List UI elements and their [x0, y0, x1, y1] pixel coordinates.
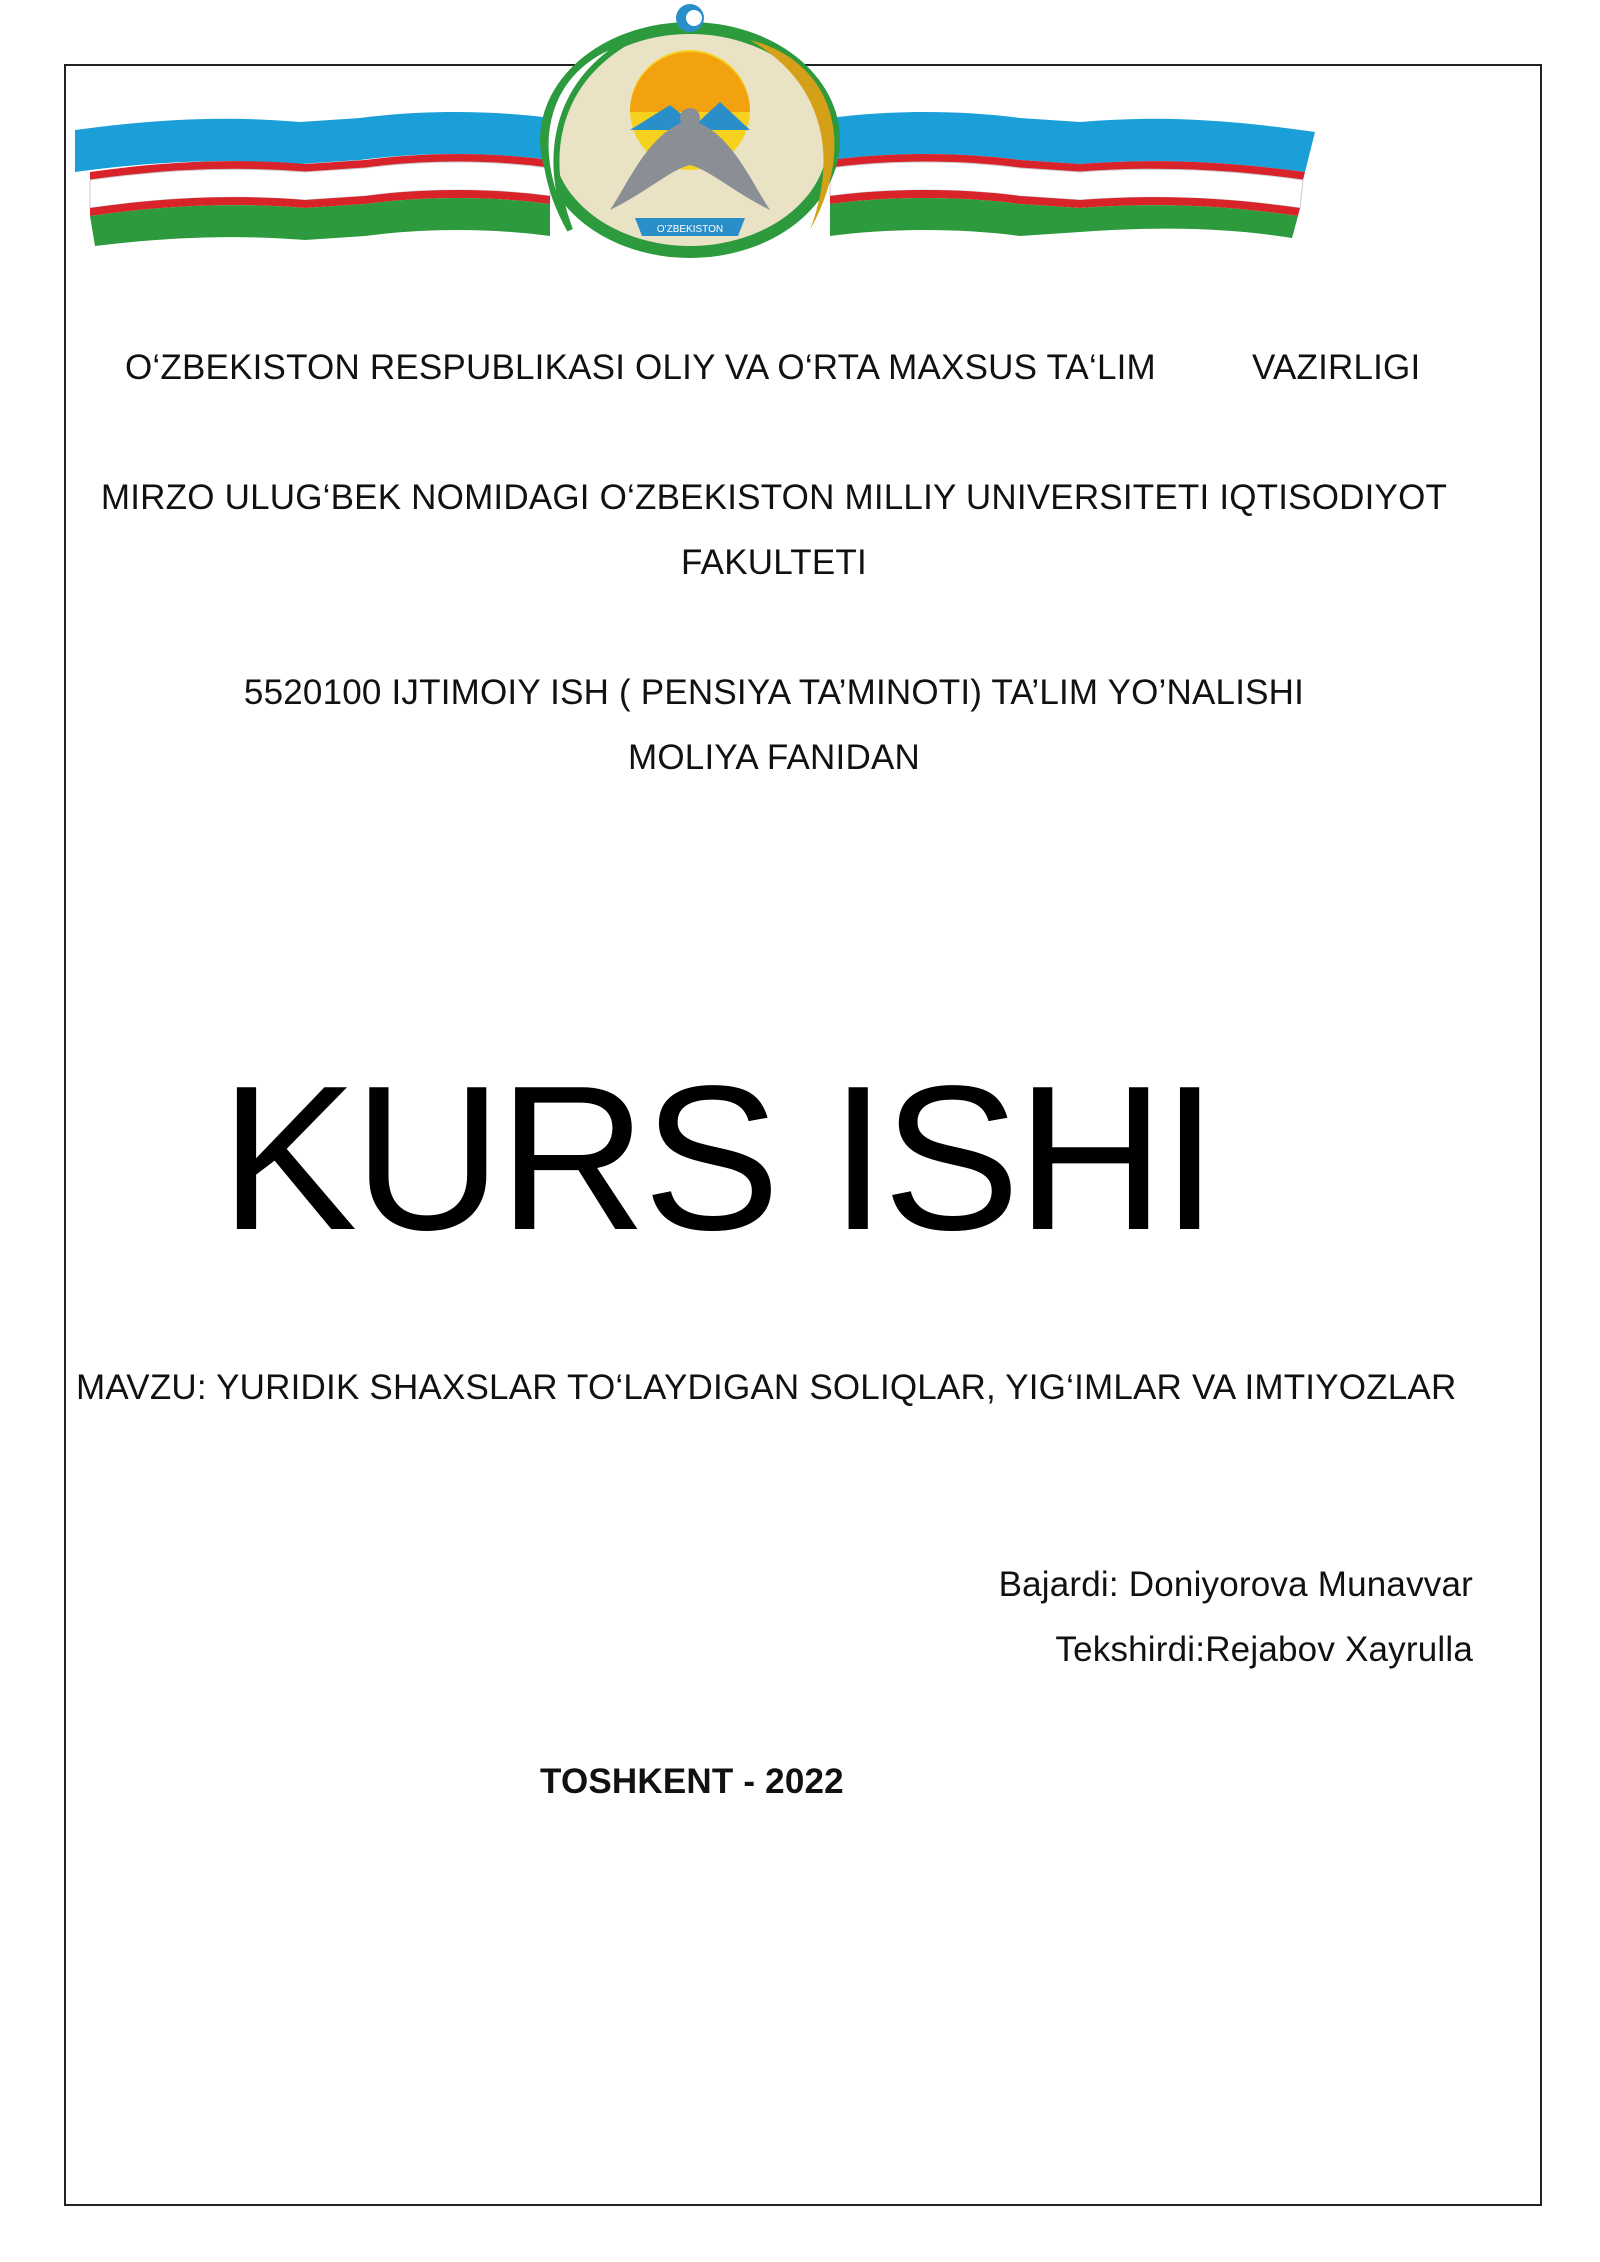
document-topic: MAVZU: YURIDIK SHAXSLAR TO‘LAYDIGAN SOLIQLAR, YIG‘IMLAR VA IMTIYOZLAR — [76, 1368, 1457, 1407]
university-name: MIRZO ULUG‘BEK NOMIDAGI O‘ZBEKISTON MILLIY UNIVERSITETI IQTISODIYOT — [100, 478, 1448, 517]
author-credit: Bajardi: Doniyorova Munavvar — [998, 1565, 1473, 1604]
ministry-name: O‘ZBEKISTON RESPUBLIKASI OLIY VA O‘RTA MAXSUS TA‘LIM — [125, 348, 1156, 387]
flag-ribbon-left — [75, 112, 550, 246]
checker-credit: Tekshirdi:Rejabov Xayrulla — [1055, 1630, 1473, 1669]
subject-name: MOLIYA FANIDAN — [628, 738, 920, 777]
ministry-name-suffix: VAZIRLIGI — [1252, 348, 1421, 387]
flag-ribbon-right — [830, 112, 1315, 238]
emblem-label: O'ZBEKISTON — [656, 224, 724, 235]
document-title: KURS ISHI — [220, 1043, 1215, 1273]
uzbekistan-state-emblem-icon — [540, 4, 840, 258]
study-program: 5520100 IJTIMOIY ISH ( PENSIYA TA’MINOTI) TA’LIM YO’NALISHI — [243, 673, 1305, 712]
uzbekistan-flag-ribbon-icon — [70, 0, 1320, 260]
faculty-name: FAKULTETI — [681, 543, 867, 582]
city-year: TOSHKENT - 2022 — [540, 1762, 844, 1801]
